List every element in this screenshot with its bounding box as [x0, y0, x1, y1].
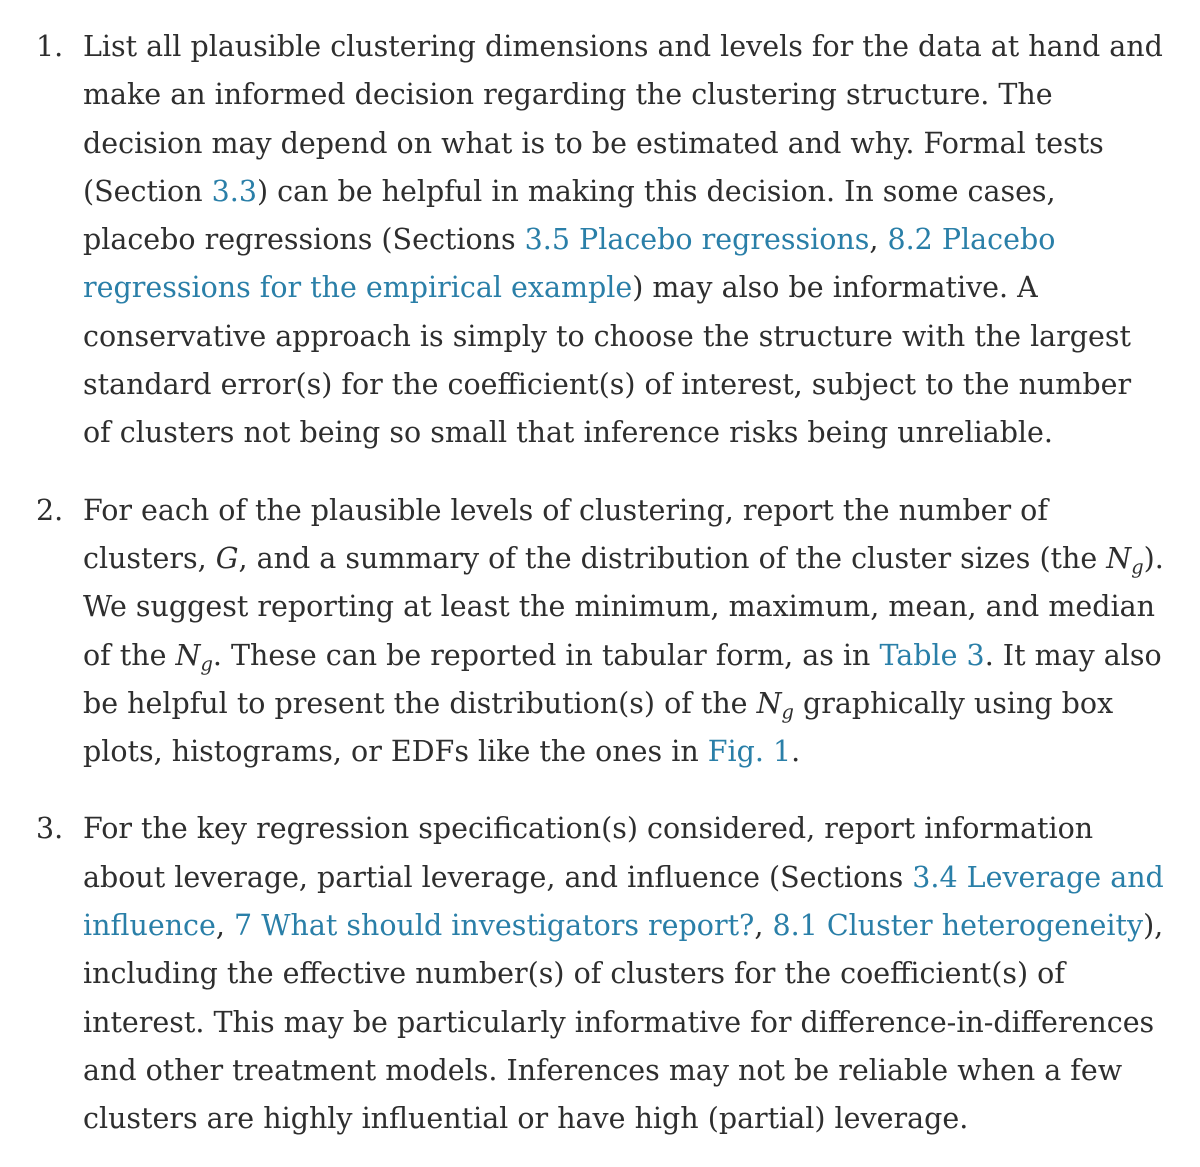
- text-run: List all plausible clustering dimensions and levels for the data at hand and make an informed decision regarding the clustering structure. The decision may depend on what is to be estimated and why. Formal tests (Section: [83, 30, 1163, 208]
- text-run: ), including the effective number(s) of clusters for the coefficient(s) of interest. This may be particularly informative for difference-in-differences and other treatment models. Inferences may not be reliable when a few clusters are highly influential or have high (partial) leverage.: [83, 909, 1164, 1136]
- link-section-3-4[interactable]: 3.4 Leverage and influence: [83, 860, 1164, 943]
- link-section-3-5[interactable]: 3.5 Placebo regressions: [524, 223, 870, 257]
- math-subscript-g: g: [781, 700, 794, 724]
- text-run: .: [791, 735, 801, 769]
- text-run: ) may also be informative. A conservative approach is simply to choose the structure with the largest standard error(s) for the coefficient(s) of interest, subject to the number of clusters not being so small that inference risks being unreliable.: [83, 271, 1132, 450]
- math-N-g: [756, 686, 794, 724]
- text-run: ,: [215, 909, 235, 943]
- math-N-g: [175, 638, 213, 675]
- math-N-g: [1106, 541, 1144, 579]
- item-text: [83, 812, 1164, 1135]
- text-run: ,: [869, 223, 888, 257]
- math-G: G: [215, 541, 239, 575]
- text-run: ) can be helpful in making this decision. In some cases, placebo regressions (Sections: [83, 174, 1056, 257]
- item-number: 1.: [36, 30, 64, 63]
- item-text: [83, 494, 1164, 768]
- list-item-3: [36, 805, 1164, 1143]
- text-run: . These can be reported in tabular form, as in: [212, 638, 880, 672]
- text-run: graphically using box plots, histograms, or EDFs like the ones in: [83, 686, 1114, 769]
- link-section-8-2[interactable]: 8.2 Placebo regressions for the empirical example: [83, 223, 1056, 305]
- text-run: ). We suggest reporting at least the minimum, maximum, mean, and median of the: [83, 541, 1164, 672]
- text-run: , and a summary of the distribution of the cluster sizes (the: [238, 541, 1107, 575]
- item-number: 2.: [36, 493, 64, 527]
- list-item-1: [36, 23, 1164, 458]
- text-run: ,: [754, 909, 773, 943]
- recommendation-list: [36, 23, 1164, 1144]
- math-subscript-g: g: [200, 651, 213, 675]
- math-subscript-g: g: [1131, 555, 1144, 579]
- text-run: For each of the plausible levels of clustering, report the number of clusters,: [83, 493, 1048, 575]
- text-run: . It may also be helpful to present the distribution(s) of the: [83, 638, 1162, 720]
- math-N: N: [1106, 541, 1132, 575]
- list-item-2: [36, 487, 1164, 777]
- math-N: N: [175, 638, 201, 672]
- text-run: For the key regression specification(s) considered, report information about leverage, partial leverage, and influence (Sections: [83, 812, 1094, 894]
- link-section-3-3[interactable]: 3.3: [211, 174, 257, 208]
- item-text: [83, 30, 1163, 449]
- link-fig-1[interactable]: Fig. 1: [707, 735, 792, 769]
- link-section-7[interactable]: 7 What should investigators report?: [234, 909, 755, 943]
- math-N: N: [756, 686, 782, 720]
- link-section-8-1[interactable]: 8.1 Cluster heterogeneity: [772, 909, 1144, 943]
- link-table-3[interactable]: Table 3: [879, 638, 985, 672]
- item-number: 3.: [36, 812, 64, 846]
